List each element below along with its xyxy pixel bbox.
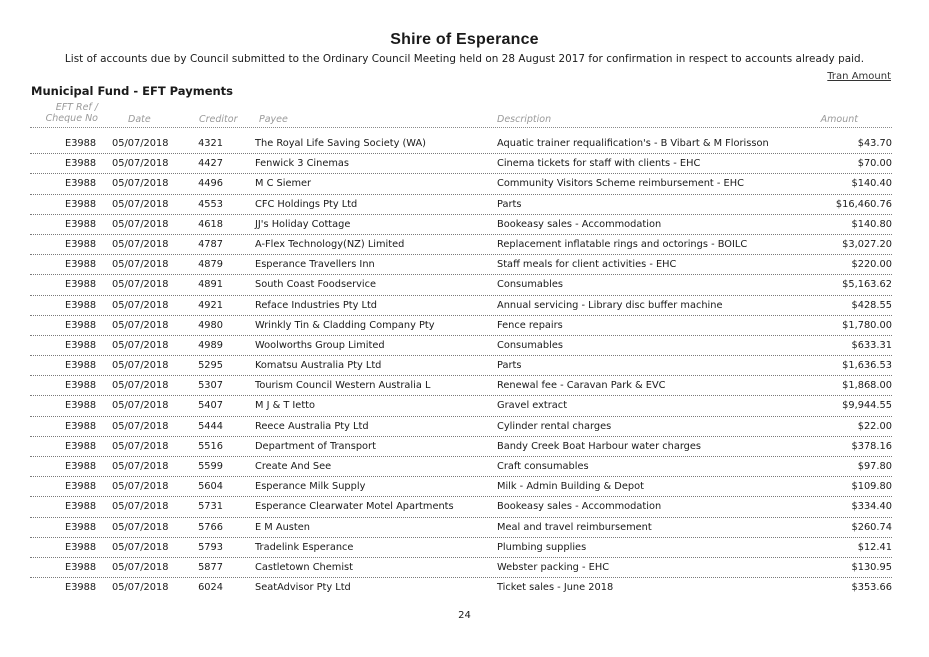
cell-payee: Castletown Chemist <box>255 561 353 573</box>
cell-creditor: 5766 <box>198 521 223 533</box>
cell-eft-ref: E3988 <box>65 420 97 432</box>
cell-amount: $1,868.00 <box>842 380 892 392</box>
cell-eft-ref: E3988 <box>65 561 97 573</box>
cell-eft-ref: E3988 <box>65 279 97 291</box>
cell-creditor: 4891 <box>198 279 223 291</box>
cell-payee: Esperance Travellers Inn <box>255 259 375 271</box>
cell-creditor: 5307 <box>198 380 223 392</box>
cell-creditor: 4787 <box>198 238 223 250</box>
cell-payee: M J & T Ietto <box>255 400 316 412</box>
cell-payee: M C Siemer <box>255 178 312 190</box>
cell-amount: $12.41 <box>857 541 892 553</box>
column-header-creditor: Creditor <box>199 114 238 125</box>
cell-date: 05/07/2018 <box>112 178 169 190</box>
cell-description: Cinema tickets for staff with clients - EHC <box>497 158 701 170</box>
cell-amount: $428.55 <box>851 299 892 311</box>
cell-payee: Tradelink Esperance <box>255 541 354 553</box>
cell-payee: South Coast Foodservice <box>255 279 377 291</box>
cell-description: Consumables <box>497 339 563 351</box>
table-row <box>30 437 892 457</box>
cell-amount: $633.31 <box>851 339 892 351</box>
cell-creditor: 5604 <box>198 481 223 493</box>
cell-eft-ref: E3988 <box>65 360 97 372</box>
page-number: 24 <box>458 610 471 621</box>
cell-date: 05/07/2018 <box>112 198 169 210</box>
cell-payee: Komatsu Australia Pty Ltd <box>255 360 382 372</box>
column-header-cheque-no: Cheque No <box>45 113 98 124</box>
column-header-eft-ref: EFT Ref / <box>55 102 98 113</box>
cell-date: 05/07/2018 <box>112 541 169 553</box>
cell-description: Aquatic trainer requalification's - B Vibart & M Florisson <box>497 138 769 149</box>
cell-creditor: 5731 <box>198 501 223 513</box>
cell-payee: SeatAdvisor Pty Ltd <box>255 582 351 594</box>
cell-eft-ref: E3988 <box>65 138 97 149</box>
table-row <box>30 558 892 578</box>
cell-creditor: 4496 <box>198 178 223 190</box>
cell-creditor: 6024 <box>198 582 223 594</box>
cell-amount: $22.00 <box>857 420 892 432</box>
table-row <box>30 578 892 598</box>
table-row <box>30 215 892 235</box>
cell-creditor: 4427 <box>198 158 223 170</box>
cell-payee: CFC Holdings Pty Ltd <box>255 198 358 210</box>
table-row <box>30 134 892 154</box>
cell-eft-ref: E3988 <box>65 440 97 452</box>
cell-description: Renewal fee - Caravan Park & EVC <box>497 380 666 392</box>
cell-date: 05/07/2018 <box>112 238 169 250</box>
table-row <box>30 235 892 255</box>
cell-creditor: 5407 <box>198 400 223 412</box>
cell-date: 05/07/2018 <box>112 501 169 513</box>
section-heading: Municipal Fund - EFT Payments <box>31 84 234 98</box>
cell-amount: $43.70 <box>857 138 892 149</box>
cell-creditor: 4879 <box>198 259 223 271</box>
cell-creditor: 5295 <box>198 360 223 372</box>
cell-amount: $97.80 <box>857 461 892 472</box>
cell-date: 05/07/2018 <box>112 582 169 594</box>
cell-amount: $16,460.76 <box>835 198 892 210</box>
table-row <box>30 356 892 376</box>
cell-date: 05/07/2018 <box>112 521 169 533</box>
table-row <box>30 457 892 477</box>
cell-amount: $1,780.00 <box>842 319 892 331</box>
document-subtitle: List of accounts due by Council submitted to the Ordinary Council Meeting held on 28 August 2017 for confirmation in respect to accounts already paid. <box>64 53 865 65</box>
cell-description: Bookeasy sales - Accommodation <box>497 501 662 513</box>
cell-eft-ref: E3988 <box>65 319 97 331</box>
cell-amount: $109.80 <box>851 481 892 493</box>
tran-amount-link[interactable]: Tran Amount <box>827 71 891 82</box>
cell-eft-ref: E3988 <box>65 339 97 351</box>
column-header-payee: Payee <box>259 114 288 125</box>
cell-eft-ref: E3988 <box>65 541 97 553</box>
cell-creditor: 5599 <box>198 461 223 472</box>
cell-date: 05/07/2018 <box>112 400 169 412</box>
cell-eft-ref: E3988 <box>65 400 97 412</box>
cell-date: 05/07/2018 <box>112 420 169 432</box>
cell-description: Webster packing - EHC <box>497 561 610 573</box>
cell-date: 05/07/2018 <box>112 299 169 311</box>
table-row <box>30 195 892 215</box>
cell-description: Annual servicing - Library disc buffer machine <box>497 299 723 311</box>
cell-payee: A-Flex Technology(NZ) Limited <box>255 238 405 250</box>
cell-creditor: 5793 <box>198 541 223 553</box>
cell-date: 05/07/2018 <box>112 481 169 493</box>
cell-description: Meal and travel reimbursement <box>497 521 652 533</box>
cell-description: Community Visitors Scheme reimbursement - EHC <box>497 178 744 190</box>
cell-description: Ticket sales - June 2018 <box>497 582 614 594</box>
cell-description: Replacement inflatable rings and octorings - BOILC <box>497 238 748 250</box>
cell-description: Gravel extract <box>497 400 568 412</box>
cell-date: 05/07/2018 <box>112 339 169 351</box>
cell-description: Bandy Creek Boat Harbour water charges <box>497 440 702 452</box>
cell-eft-ref: E3988 <box>65 238 97 250</box>
cell-amount: $70.00 <box>857 158 892 170</box>
header-divider <box>30 127 892 128</box>
cell-date: 05/07/2018 <box>112 319 169 331</box>
cell-eft-ref: E3988 <box>65 461 97 472</box>
cell-description: Cylinder rental charges <box>497 420 612 432</box>
column-header-description: Description <box>497 114 552 125</box>
cell-eft-ref: E3988 <box>65 521 97 533</box>
table-row <box>30 417 892 437</box>
cell-amount: $130.95 <box>851 561 892 573</box>
table-row <box>30 255 892 275</box>
table-row <box>30 538 892 558</box>
cell-eft-ref: E3988 <box>65 501 97 513</box>
cell-amount: $220.00 <box>851 259 892 271</box>
table-row <box>30 336 892 356</box>
cell-payee: Department of Transport <box>255 440 376 452</box>
cell-description: Plumbing supplies <box>497 541 587 553</box>
cell-date: 05/07/2018 <box>112 561 169 573</box>
cell-payee: E M Austen <box>255 521 310 533</box>
cell-payee: Tourism Council Western Australia L <box>255 380 431 392</box>
cell-creditor: 4989 <box>198 339 223 351</box>
cell-date: 05/07/2018 <box>112 218 169 230</box>
cell-description: Staff meals for client activities - EHC <box>497 259 677 271</box>
cell-eft-ref: E3988 <box>65 299 97 311</box>
cell-amount: $9,944.55 <box>842 400 892 412</box>
cell-payee: Fenwick 3 Cinemas <box>255 158 350 170</box>
table-row <box>30 497 892 517</box>
cell-creditor: 4921 <box>198 299 223 311</box>
table-row <box>30 316 892 336</box>
table-row <box>30 396 892 416</box>
cell-amount: $378.16 <box>851 440 892 452</box>
cell-creditor: 4980 <box>198 319 223 331</box>
cell-eft-ref: E3988 <box>65 178 97 190</box>
cell-amount: $260.74 <box>851 521 892 533</box>
cell-payee: Reface Industries Pty Ltd <box>255 299 378 311</box>
cell-payee: Esperance Clearwater Motel Apartments <box>255 501 454 513</box>
table-row <box>30 376 892 396</box>
cell-date: 05/07/2018 <box>112 461 169 472</box>
cell-creditor: 4618 <box>198 218 223 230</box>
table-row <box>30 174 892 194</box>
cell-description: Fence repairs <box>497 319 563 331</box>
cell-date: 05/07/2018 <box>112 360 169 372</box>
cell-amount: $334.40 <box>851 501 892 513</box>
cell-payee: The Royal Life Saving Society (WA) <box>255 138 426 149</box>
table-row <box>30 296 892 316</box>
cell-eft-ref: E3988 <box>65 380 97 392</box>
cell-description: Craft consumables <box>497 461 589 472</box>
cell-date: 05/07/2018 <box>112 380 169 392</box>
cell-description: Parts <box>497 198 522 210</box>
cell-creditor: 5444 <box>198 420 223 432</box>
cell-payee: Reece Australia Pty Ltd <box>255 420 369 432</box>
cell-amount: $353.66 <box>851 582 892 594</box>
cell-date: 05/07/2018 <box>112 158 169 170</box>
cell-description: Milk - Admin Building & Depot <box>497 481 644 493</box>
payments-table <box>0 134 929 598</box>
cell-amount: $1,636.53 <box>842 360 892 372</box>
column-header-amount: Amount <box>820 114 858 125</box>
cell-creditor: 4321 <box>198 138 223 149</box>
cell-date: 05/07/2018 <box>112 259 169 271</box>
cell-description: Parts <box>497 360 522 372</box>
column-header-date: Date <box>128 114 151 125</box>
cell-payee: Esperance Milk Supply <box>255 481 366 493</box>
cell-description: Bookeasy sales - Accommodation <box>497 218 662 230</box>
cell-payee: Wrinkly Tin & Cladding Company Pty <box>255 319 435 331</box>
cell-amount: $5,163.62 <box>842 279 892 291</box>
cell-amount: $140.40 <box>851 178 892 190</box>
cell-date: 05/07/2018 <box>112 138 169 149</box>
cell-payee: Woolworths Group Limited <box>255 339 385 351</box>
table-row <box>30 275 892 295</box>
table-row <box>30 518 892 538</box>
cell-eft-ref: E3988 <box>65 582 97 594</box>
cell-eft-ref: E3988 <box>65 481 97 493</box>
cell-amount: $140.80 <box>851 218 892 230</box>
cell-description: Consumables <box>497 279 563 291</box>
table-row <box>30 154 892 174</box>
cell-payee: JJ's Holiday Cottage <box>255 218 351 230</box>
cell-eft-ref: E3988 <box>65 198 97 210</box>
cell-date: 05/07/2018 <box>112 440 169 452</box>
document-title: Shire of Esperance <box>390 31 539 48</box>
cell-amount: $3,027.20 <box>842 238 892 250</box>
cell-eft-ref: E3988 <box>65 218 97 230</box>
cell-creditor: 4553 <box>198 198 223 210</box>
column-header-eft <box>38 102 98 124</box>
cell-creditor: 5877 <box>198 561 223 573</box>
cell-eft-ref: E3988 <box>65 259 97 271</box>
cell-creditor: 5516 <box>198 440 223 452</box>
cell-payee: Create And See <box>255 461 332 472</box>
cell-date: 05/07/2018 <box>112 279 169 291</box>
cell-eft-ref: E3988 <box>65 158 97 170</box>
table-row <box>30 477 892 497</box>
